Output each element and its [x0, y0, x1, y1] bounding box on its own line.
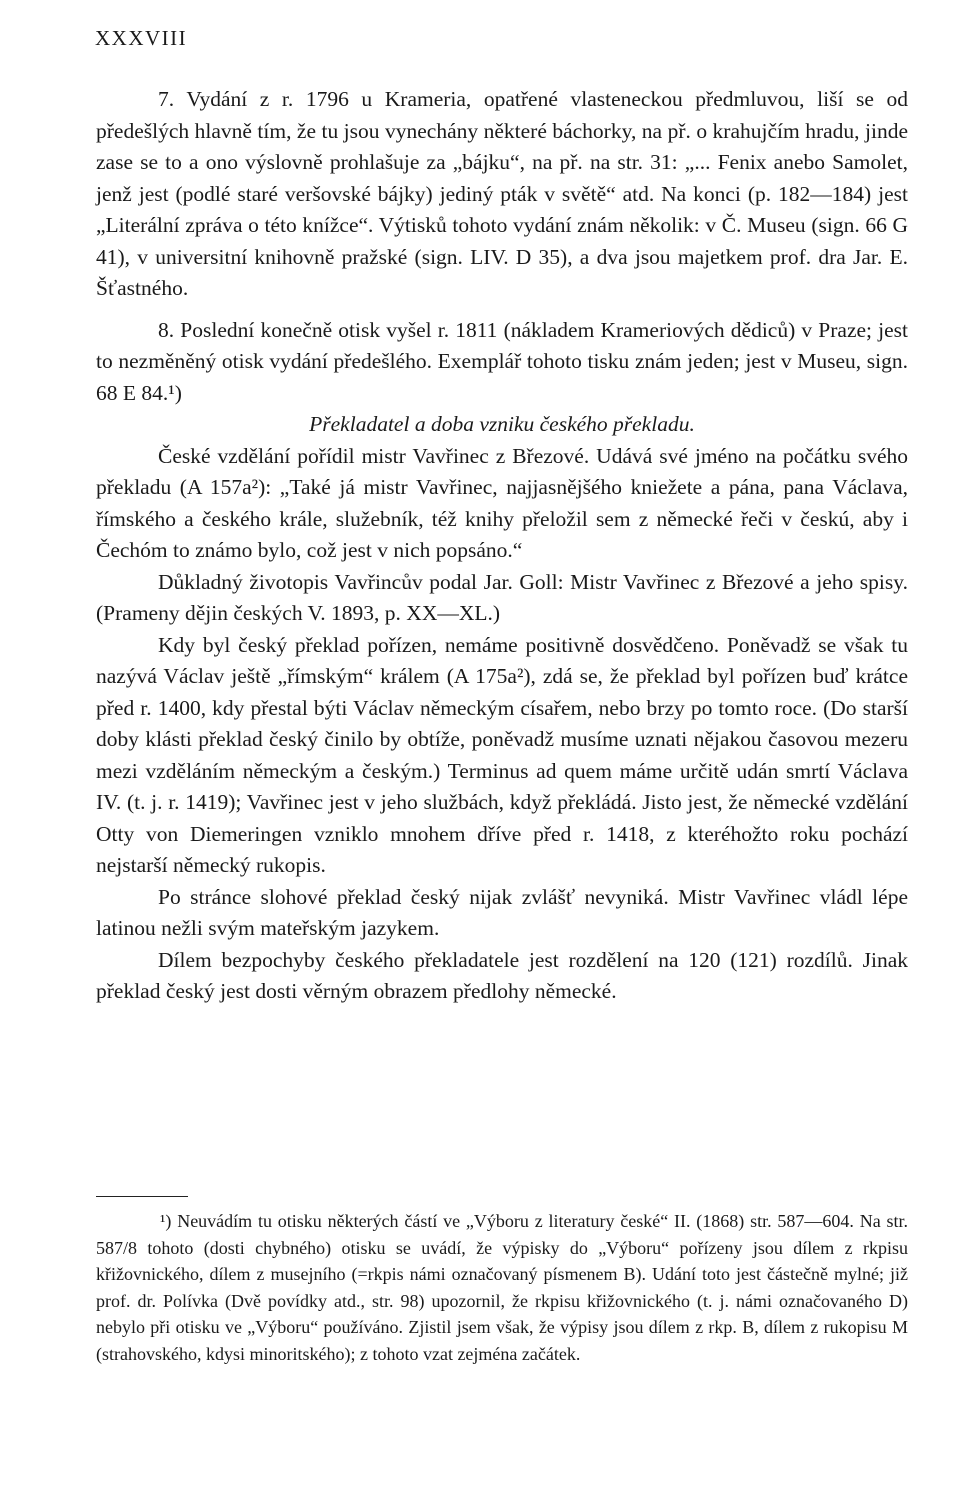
page-number: XXXVIII: [95, 26, 188, 50]
paragraph-dating: Kdy byl český překlad pořízen, nemáme positivně dosvědčeno. Poněvadž se však tu nazývá Václav ještě „římským“ králem (A 175a²), zdá se, že překlad byl pořízen buď krátce před r. 1400, kdy přestal býti Václav německým císařem, nebo brzy po tomto roce. (Do starší doby klásti překlad český činilo by obtíže, poněvadž musíme uznati nějakou časovou mezeru mezi vzděláním německým a českým.) Terminus ad quem máme určitě udán smrtí Václava IV. (t. j. r. 1419); Vavřinec jest v jeho službách, když překládá. Jisto jest, že německé vzdělání Otty von Diemeringen vzniklo mnohem dříve před r. 1418, z kteréhožto roku pochází nejstarší německý rukopis.: [96, 632, 908, 877]
main-text: [96, 84, 908, 1008]
section-heading: Překladatel a doba vzniku českého překladu.: [309, 412, 695, 436]
paragraph-biography: Důkladný životopis Vavřincův podal Jar. Goll: Mistr Vavřinec z Březové a jeho spisy. (Prameny dějin českých V. 1893, p. XX—XL.): [96, 569, 908, 625]
footnote: [96, 1208, 908, 1367]
paragraph-translator: České vzdělání pořídil mistr Vavřinec z Březové. Udává své jméno na počátku svého překladu (A 157a²): „Také já mistr Vavřinec, najjasnějšého kniežete a pána, pana Václava, římského a českého krále, služebník, též knihy přeložil sem z německé řeči v českú, aby i Čechóm to známo bylo, což jest v nich popsáno.“: [96, 443, 908, 562]
footnote-text: ¹) Neuvádím tu otisku některých částí ve „Výboru z literatury české“ II. (1868) str. 587—604. Na str. 587/8 tohoto (dosti chybného) otisku se uvádí, že výpisky do „Výboru“ pořízeny jsou dílem z rkpisu křižovnického, dílem z musejního (=rkpis námi označovaný písmenem B). Udání toto jest částečně mylné; již prof. dr. Polívka (Dvě povídky atd., str. 98) upozornil, že rkpisu křižovnického (t. j. námi označovaného D) nebylo při otisku ve „Výboru“ používáno. Zjistil jsem však, že výpisy jsou dílem z rkp. B, dílem z rukopisu M (strahovského, kdysi minoritského); z tohoto vzat zejména začátek.: [96, 1211, 908, 1364]
paragraph-7: 7. Vydání z r. 1796 u Krameria, opatřené vlasteneckou předmluvou, liší se od předešlých hlavně tím, že tu jsou vynechány některé báchorky, na př. o krahujčím hradu, jinde zase se to a ono výslovně prohlašuje za „bájku“, na př. na str. 31: „... Fenix anebo Samolet, jenž jest (podlé staré veršovské bájky) jediný pták v světě“ atd. Na konci (p. 182—184) jest „Literální zpráva o této knížce“. Výtisků tohoto vydání znám několik: v Č. Museu (sign. 66 G 41), v universitní knihovně pražské (sign. LIV. D 35), a dva jsou majetkem prof. dra Jar. E. Šťastného.: [96, 87, 908, 300]
paragraph-8: 8. Poslední konečně otisk vyšel r. 1811 (nákladem Krameriových dědiců) v Praze; jest to nezměněný otisk vydání předešlého. Exemplář tohoto tisku znám jeden; jest v Museu, sign. 68 E 84.¹): [96, 317, 908, 405]
spacer: [96, 305, 908, 315]
paragraph-style: Po stránce slohové překlad český nijak zvlášť nevyniká. Mistr Vavřinec vládl lépe latinou nežli svým mateřským jazykem.: [96, 884, 908, 940]
paragraph-division: Dílem bezpochyby českého překladatele jest rozdělení na 120 (121) rozdílů. Jinak překlad český jest dosti věrným obrazem předlohy německé.: [96, 947, 908, 1003]
footnote-rule: [96, 1196, 188, 1197]
